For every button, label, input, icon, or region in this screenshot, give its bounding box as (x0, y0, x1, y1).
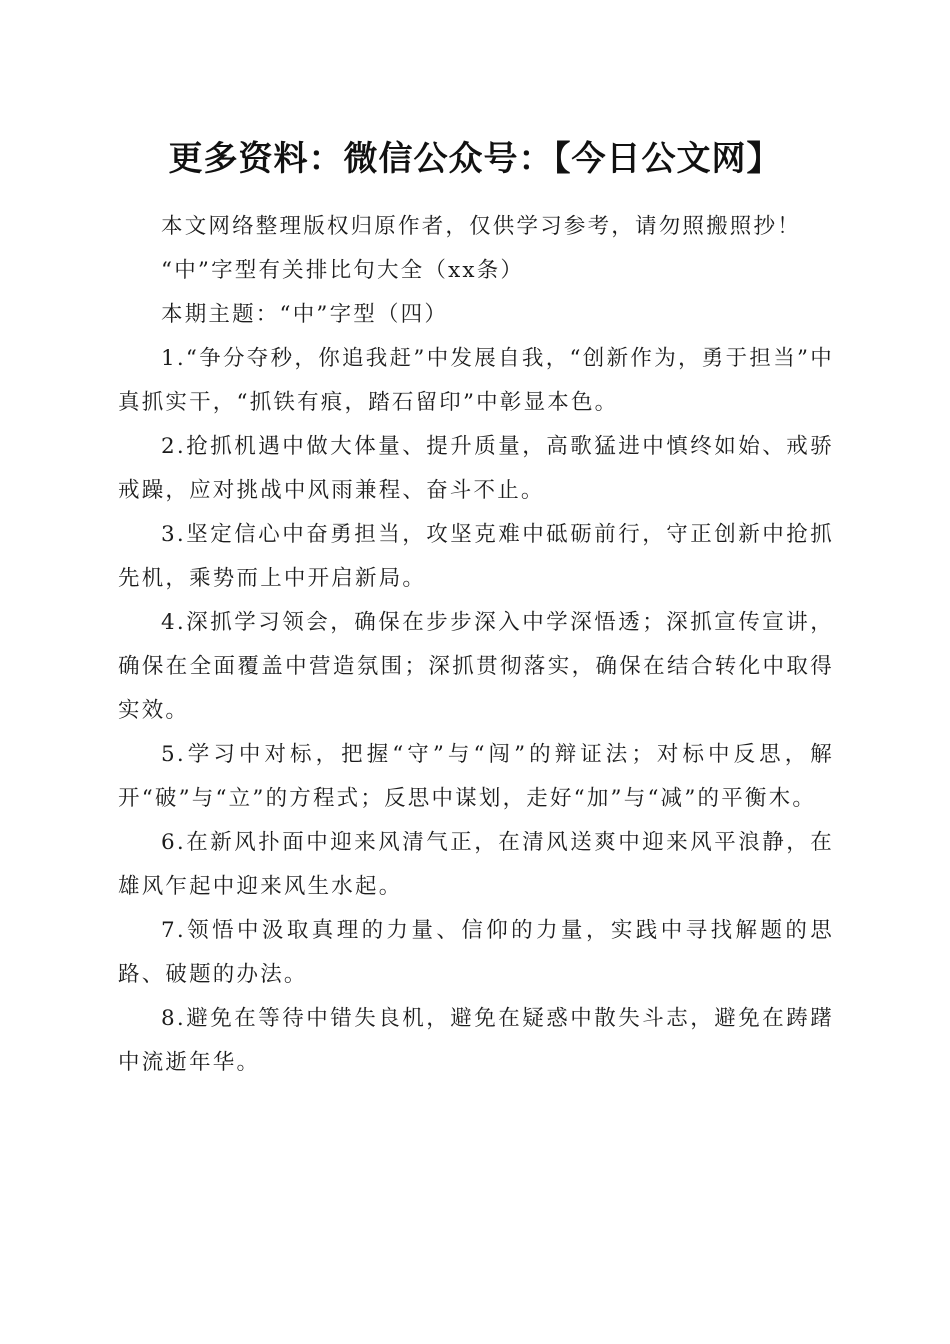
paragraph-item-7: 7.领悟中汲取真理的力量、信仰的力量，实践中寻找解题的思路、破题的办法。 (118, 918, 834, 987)
paragraph-item-6: 6.在新风扑面中迎来风清气正，在清风送爽中迎来风平浪静，在雄风乍起中迎来风生水起。 (118, 830, 834, 899)
document-title: 更多资料：微信公众号：【今日公文网】 (168, 139, 782, 179)
paragraph-heading: “中”字型有关排比句大全（xx条） (161, 258, 525, 283)
paragraph-item-4: 4.深抓学习领会，确保在步步深入中学深悟透；深抓宣传宣讲，确保在全面覆盖中营造氛围；深抓贯彻落实，确保在结合转化中取得实效。 (118, 610, 834, 723)
paragraph-item-1: 1.“争分夺秒，你追我赶”中发展自我，“创新作为，勇于担当”中真抓实干，“抓铁有痕，踏石留印”中彰显本色。 (118, 346, 834, 415)
paragraph-item-2: 2.抢抓机遇中做大体量、提升质量，高歌猛进中慎终如始、戒骄戒躁，应对挑战中风雨兼程、奋斗不止。 (118, 434, 834, 503)
paragraph-item-5: 5.学习中对标，把握“守”与“闯”的辩证法；对标中反思，解开“破”与“立”的方程式；反思中谋划，走好“加”与“减”的平衡木。 (118, 742, 834, 811)
paragraph-item-3: 3.坚定信心中奋勇担当，攻坚克难中砥砺前行，守正创新中抢抓先机，乘势而上中开启新局。 (118, 522, 834, 591)
paragraph-theme: 本期主题：“中”字型（四） (161, 302, 449, 327)
paragraph-disclaimer: 本文网络整理版权归原作者，仅供学习参考，请勿照搬照抄！ (161, 214, 801, 239)
paragraph-item-8: 8.避免在等待中错失良机，避免在疑惑中散失斗志，避免在踌躇中流逝年华。 (118, 1006, 834, 1075)
document-body (118, 205, 834, 1085)
